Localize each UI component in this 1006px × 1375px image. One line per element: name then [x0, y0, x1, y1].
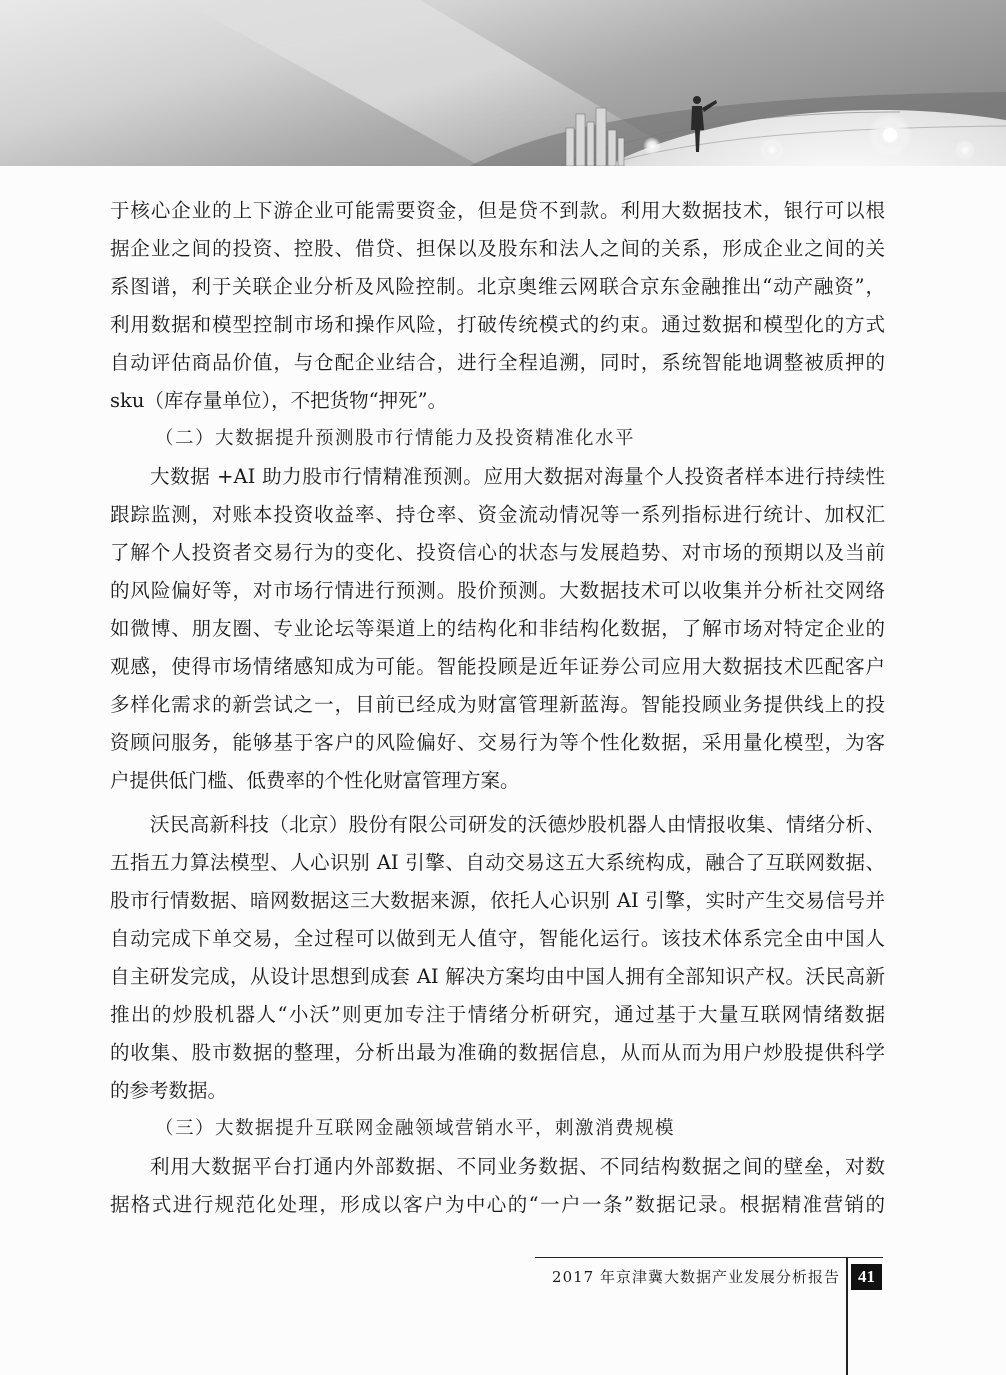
text-line: 了解个人投资者交易行为的变化、投资信心的状态与发展趋势、对市场的预期以及当前: [110, 541, 885, 564]
header-banner-artwork: [0, 0, 1006, 166]
text-line: 大数据 +AI 助力股市行情精准预测。应用大数据对海量个人投资者样本进行持续性: [150, 465, 885, 488]
footer-report-title: 2017 年京津冀大数据产业发展分析报告: [552, 1268, 840, 1286]
text-line: 系图谱，利于关联企业分析及风险控制。北京奥维云网联合京东金融推出“动产融资”，: [110, 275, 885, 298]
text-line: 的参考数据。: [110, 1079, 228, 1102]
text-line: 自主研发完成，从设计思想到成套 AI 解决方案均由中国人拥有全部知识产权。沃民高新: [110, 965, 885, 988]
text-line: 于核心企业的上下游企业可能需要资金，但是贷不到款。利用大数据技术，银行可以根: [110, 199, 885, 222]
text-line: 利用大数据平台打通内外部数据、不同业务数据、不同结构数据之间的壁垒，对数: [150, 1155, 885, 1178]
text-line: 的风险偏好等，对市场行情进行预测。股价预测。大数据技术可以收集并分析社交网络: [110, 579, 885, 602]
text-line: 股市行情数据、暗网数据这三大数据来源，依托人心识别 AI 引擎，实时产生交易信号并: [110, 889, 885, 912]
text-line: 观感，使得市场情绪感知成为可能。智能投顾是近年证券公司应用大数据技术匹配客户: [110, 655, 885, 678]
text-line: 如微博、朋友圈、专业论坛等渠道上的结构化和非结构化数据，了解市场对特定企业的: [110, 617, 885, 640]
text-line: 户提供低门槛、低费率的个性化财富管理方案。: [110, 769, 520, 792]
text-line: 的收集、股市数据的整理，分析出最为准确的数据信息，从而从而为用户炒股提供科学: [110, 1041, 885, 1064]
paragraph-4: [110, 1148, 885, 1224]
paragraph-1: [110, 192, 885, 420]
text-line: 自动评估商品价值，与仓配企业结合，进行全程追溯，同时，系统智能地调整被质押的: [110, 351, 885, 374]
page-number: 41: [851, 1264, 882, 1290]
section-heading-2: （二）大数据提升预测股市行情能力及投资精准化水平: [155, 428, 636, 449]
page-header-banner: [0, 0, 1006, 166]
text-line: 沃民高新科技（北京）股份有限公司研发的沃德炒股机器人由情报收集、情绪分析、: [150, 813, 885, 836]
text-line: 跟踪监测，对账本投资收益率、持仓率、资金流动情况等一系列指标进行统计、加权汇: [110, 503, 885, 526]
text-line: 据企业之间的投资、控股、借贷、担保以及股东和法人之间的关系，形成企业之间的关: [110, 237, 885, 260]
text-line: 资顾问服务，能够基于客户的风险偏好、交易行为等个性化数据，采用量化模型，为客: [110, 731, 885, 754]
text-line: 利用数据和模型控制市场和操作风险，打破传统模式的约束。通过数据和模型化的方式: [110, 313, 885, 336]
body-text: [110, 192, 885, 1224]
text-line: 五指五力算法模型、人心识别 AI 引擎、自动交易这五大系统构成，融合了互联网数据、: [110, 851, 885, 874]
footer-horizontal-rule: [535, 1257, 883, 1258]
text-line: sku（库存量单位），不把货物“押死”。: [110, 389, 448, 412]
paragraph-2: [110, 458, 885, 800]
text-line: 多样化需求的新尝试之一，目前已经成为财富管理新蓝海。智能投顾业务提供线上的投: [110, 693, 885, 716]
footer-vertical-rule: [846, 1257, 848, 1375]
text-line: 据格式进行规范化处理，形成以客户为中心的“一户一条”数据记录。根据精准营销的: [110, 1193, 885, 1216]
paragraph-3: [110, 806, 885, 1110]
text-line: 自动完成下单交易，全过程可以做到无人值守，智能化运行。该技术体系完全由中国人: [110, 927, 885, 950]
text-line: 推出的炒股机器人“小沃”则更加专注于情绪分析研究，通过基于大量互联网情绪数据: [110, 1003, 885, 1026]
section-heading-3: （三）大数据提升互联网金融领域营销水平，刺激消费规模: [155, 1118, 676, 1139]
